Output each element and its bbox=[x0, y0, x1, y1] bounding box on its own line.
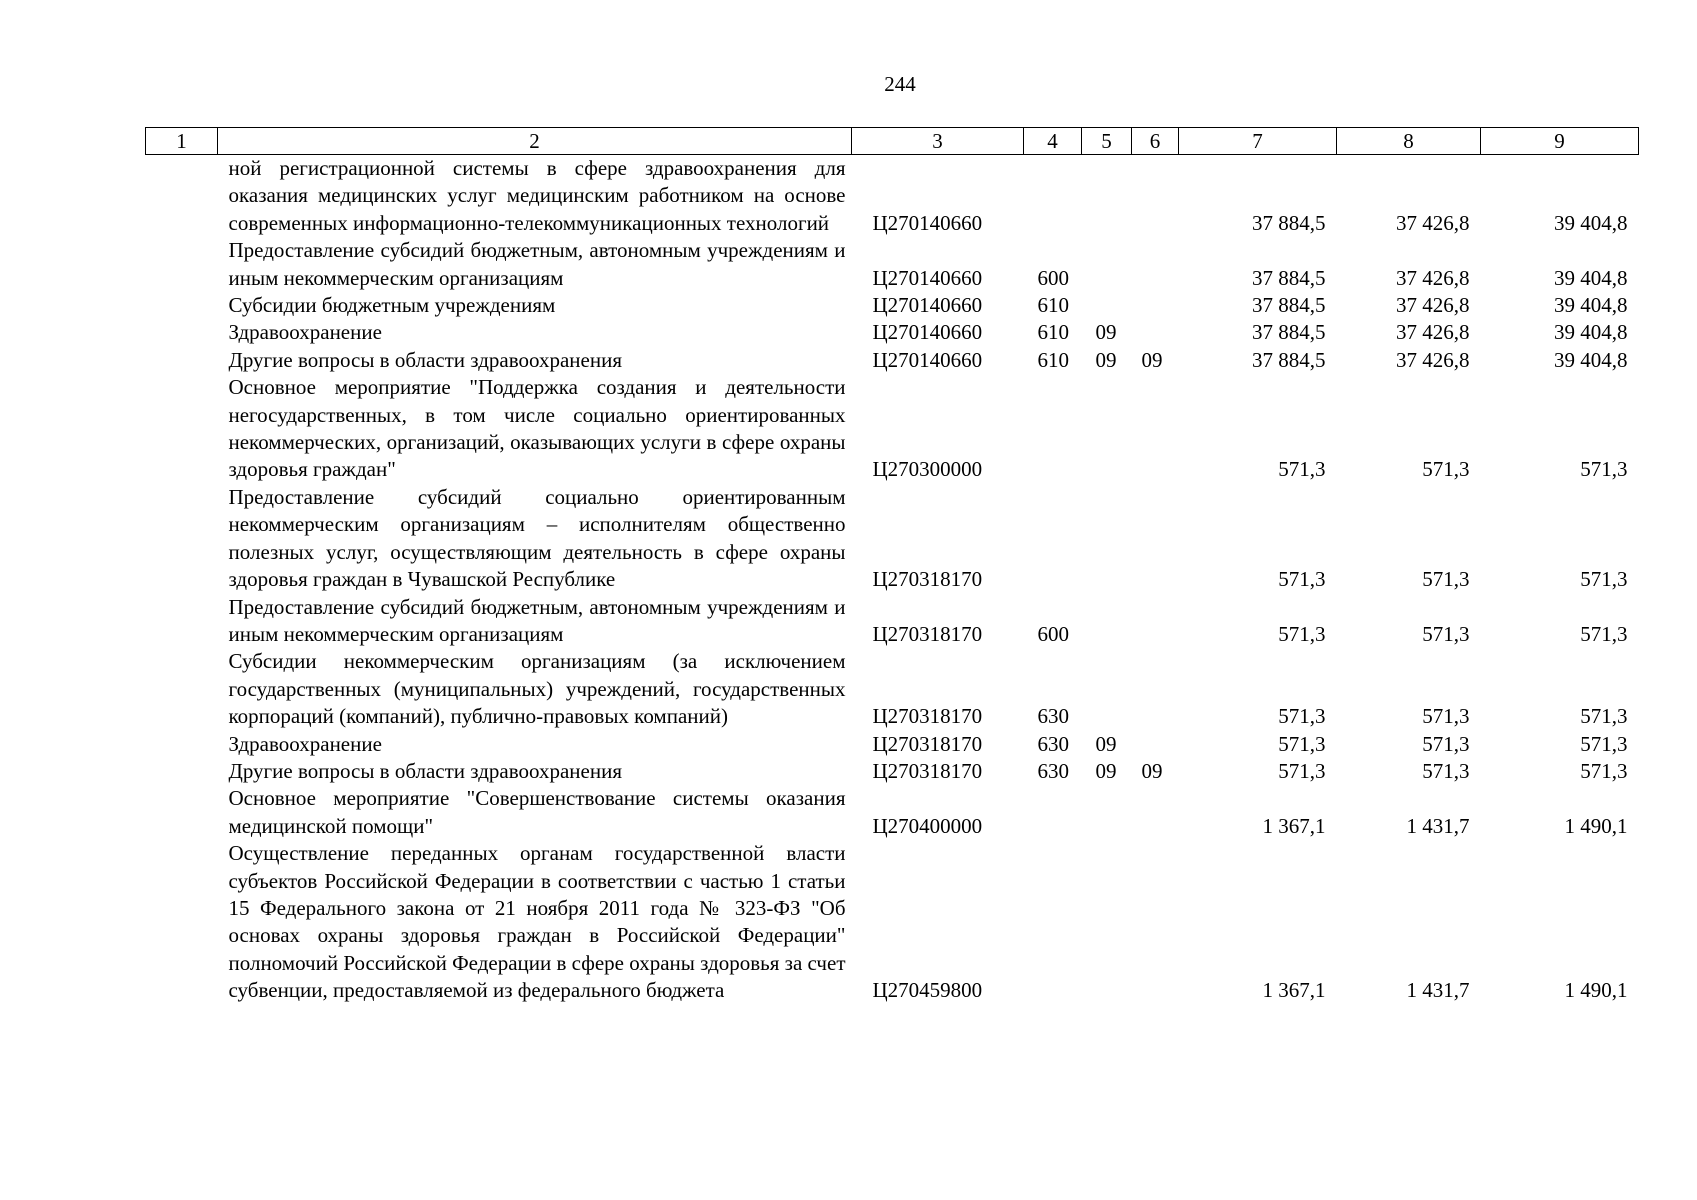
cell-name: ной регистрационной системы в сфере здравоохранения для оказания медицинских услуг медицинским работником на основе современных информационно-телекоммуникационных технологий bbox=[228, 156, 846, 235]
column-header-1: 1 bbox=[146, 128, 218, 155]
cell-name: Другие вопросы в области здравоохранения bbox=[228, 347, 622, 372]
cell-blank bbox=[146, 594, 218, 649]
cell-blank bbox=[146, 292, 218, 319]
cell-v7: 571,3 bbox=[1278, 731, 1326, 756]
cell-v9: 39 404,8 bbox=[1554, 347, 1628, 372]
cell-name: Здравоохранение bbox=[228, 320, 382, 345]
table-row bbox=[146, 758, 1639, 785]
column-header-6: 6 bbox=[1132, 128, 1179, 155]
cell-c5 bbox=[1082, 292, 1132, 319]
cell-c6: 09 bbox=[1141, 347, 1163, 372]
cell-v8: 571,3 bbox=[1422, 758, 1470, 783]
cell-name: Субсидии некоммерческим организациям (за исключением государственных (муниципальных) учреждений, государственных корпораций (компаний), публично-правовых компаний) bbox=[228, 649, 846, 729]
cell-c5: 09 bbox=[1095, 320, 1117, 345]
cell-v7: 571,3 bbox=[1278, 758, 1326, 783]
cell-c5 bbox=[1082, 840, 1132, 1004]
cell-c5: 09 bbox=[1095, 758, 1117, 783]
cell-c5 bbox=[1082, 374, 1132, 484]
cell-blank bbox=[146, 840, 218, 1004]
cell-name: Другие вопросы в области здравоохранения bbox=[228, 758, 622, 783]
cell-c4: 630 bbox=[1037, 704, 1069, 729]
column-header-8: 8 bbox=[1337, 128, 1481, 155]
cell-c6 bbox=[1132, 484, 1179, 594]
table-row bbox=[146, 840, 1639, 1004]
cell-v9: 571,3 bbox=[1580, 621, 1628, 646]
table-row bbox=[146, 374, 1639, 484]
cell-code: Ц270140660 bbox=[872, 320, 983, 345]
cell-c4 bbox=[1024, 155, 1082, 238]
cell-code: Ц270140660 bbox=[872, 293, 983, 318]
cell-blank bbox=[146, 731, 218, 758]
cell-c6 bbox=[1132, 594, 1179, 649]
cell-c6 bbox=[1132, 292, 1179, 319]
cell-v8: 571,3 bbox=[1422, 567, 1470, 592]
cell-blank bbox=[146, 758, 218, 785]
cell-c6 bbox=[1132, 785, 1179, 840]
cell-c6 bbox=[1132, 319, 1179, 346]
table-row bbox=[146, 319, 1639, 346]
cell-blank bbox=[146, 237, 218, 292]
cell-v9: 39 404,8 bbox=[1554, 293, 1628, 318]
cell-c6 bbox=[1132, 840, 1179, 1004]
cell-c4: 630 bbox=[1037, 758, 1069, 783]
cell-v8: 37 426,8 bbox=[1396, 210, 1470, 235]
table-row bbox=[146, 237, 1639, 292]
column-header-2: 2 bbox=[218, 128, 852, 155]
cell-v9: 571,3 bbox=[1580, 704, 1628, 729]
cell-c5 bbox=[1082, 155, 1132, 238]
cell-c6 bbox=[1132, 237, 1179, 292]
cell-v7: 37 884,5 bbox=[1252, 265, 1326, 290]
cell-v8: 37 426,8 bbox=[1396, 265, 1470, 290]
table-body bbox=[146, 155, 1639, 1005]
cell-name: Основное мероприятие "Совершенствование системы оказания медицинской помощи" bbox=[228, 786, 846, 838]
cell-c4: 610 bbox=[1037, 320, 1069, 345]
cell-code: Ц270318170 bbox=[872, 758, 983, 783]
cell-v8: 571,3 bbox=[1422, 457, 1470, 482]
cell-name: Основное мероприятие "Поддержка создания и деятельности негосударственных, в том числе социально ориентированных некоммерческих, организаций, оказывающих услуги в сфере охраны здоровья граждан" bbox=[228, 375, 846, 482]
cell-c6 bbox=[1132, 374, 1179, 484]
column-header-7: 7 bbox=[1179, 128, 1337, 155]
cell-c5 bbox=[1082, 484, 1132, 594]
cell-blank bbox=[146, 319, 218, 346]
cell-v8: 1 431,7 bbox=[1406, 978, 1470, 1003]
cell-c6 bbox=[1132, 731, 1179, 758]
column-header-4: 4 bbox=[1024, 128, 1082, 155]
cell-v9: 571,3 bbox=[1580, 758, 1628, 783]
cell-blank bbox=[146, 374, 218, 484]
cell-name: Предоставление субсидий бюджетным, автономным учреждениям и иным некоммерческим организациям bbox=[228, 238, 846, 290]
column-header-3: 3 bbox=[852, 128, 1024, 155]
cell-code: Ц270300000 bbox=[872, 457, 983, 482]
cell-c6 bbox=[1132, 648, 1179, 730]
cell-code: Ц270140660 bbox=[872, 347, 983, 372]
cell-blank bbox=[146, 155, 218, 238]
cell-c4: 610 bbox=[1037, 347, 1069, 372]
cell-v7: 1 367,1 bbox=[1262, 978, 1326, 1003]
cell-v8: 37 426,8 bbox=[1396, 347, 1470, 372]
cell-v8: 571,3 bbox=[1422, 621, 1470, 646]
cell-name: Предоставление субсидий бюджетным, автономным учреждениям и иным некоммерческим организациям bbox=[228, 594, 846, 646]
cell-c6 bbox=[1132, 155, 1179, 238]
table-row bbox=[146, 731, 1639, 758]
cell-blank bbox=[146, 785, 218, 840]
cell-v9: 571,3 bbox=[1580, 567, 1628, 592]
cell-code: Ц270318170 bbox=[872, 731, 983, 756]
column-header-9: 9 bbox=[1481, 128, 1639, 155]
table-row bbox=[146, 594, 1639, 649]
table-row bbox=[146, 347, 1639, 374]
header-row bbox=[146, 128, 1639, 155]
cell-v8: 37 426,8 bbox=[1396, 293, 1470, 318]
table-row bbox=[146, 785, 1639, 840]
cell-blank bbox=[146, 347, 218, 374]
cell-v8: 37 426,8 bbox=[1396, 320, 1470, 345]
cell-v7: 571,3 bbox=[1278, 457, 1326, 482]
cell-c5: 09 bbox=[1095, 347, 1117, 372]
table-row bbox=[146, 648, 1639, 730]
table-row bbox=[146, 292, 1639, 319]
cell-code: Ц270459800 bbox=[872, 978, 983, 1003]
cell-code: Ц270318170 bbox=[872, 567, 983, 592]
cell-v8: 1 431,7 bbox=[1406, 813, 1470, 838]
cell-c6: 09 bbox=[1141, 758, 1163, 783]
cell-c4 bbox=[1024, 484, 1082, 594]
cell-name: Осуществление переданных органам государственной власти субъектов Российской Федерации в соответствии с частью 1 статьи 15 Федерального закона от 21 ноября 2011 года № 323-ФЗ "Об основах охраны здоровья граждан в Российской Федерации" полномочий Российской Федерации в сфере охраны здоровья за счет субвенции, предоставляемой из федерального бюджета bbox=[228, 841, 846, 1003]
column-header-5: 5 bbox=[1082, 128, 1132, 155]
cell-c4: 600 bbox=[1037, 621, 1069, 646]
cell-v7: 37 884,5 bbox=[1252, 210, 1326, 235]
cell-v8: 571,3 bbox=[1422, 731, 1470, 756]
cell-v7: 1 367,1 bbox=[1262, 813, 1326, 838]
cell-v7: 37 884,5 bbox=[1252, 347, 1326, 372]
cell-v7: 571,3 bbox=[1278, 567, 1326, 592]
cell-v9: 571,3 bbox=[1580, 731, 1628, 756]
cell-c4 bbox=[1024, 785, 1082, 840]
cell-v7: 571,3 bbox=[1278, 621, 1326, 646]
cell-code: Ц270318170 bbox=[872, 704, 983, 729]
cell-v9: 1 490,1 bbox=[1564, 813, 1628, 838]
cell-v7: 571,3 bbox=[1278, 704, 1326, 729]
cell-name: Здравоохранение bbox=[228, 731, 382, 756]
page-number: 244 bbox=[884, 72, 916, 96]
cell-v9: 39 404,8 bbox=[1554, 265, 1628, 290]
table-header bbox=[146, 128, 1639, 155]
cell-c5: 09 bbox=[1095, 731, 1117, 756]
cell-v7: 37 884,5 bbox=[1252, 293, 1326, 318]
cell-c4: 610 bbox=[1037, 293, 1069, 318]
cell-c5 bbox=[1082, 594, 1132, 649]
cell-v9: 39 404,8 bbox=[1554, 210, 1628, 235]
cell-code: Ц270400000 bbox=[872, 813, 983, 838]
cell-blank bbox=[146, 484, 218, 594]
cell-c5 bbox=[1082, 648, 1132, 730]
cell-code: Ц270318170 bbox=[872, 621, 983, 646]
cell-v9: 1 490,1 bbox=[1564, 978, 1628, 1003]
cell-c5 bbox=[1082, 785, 1132, 840]
cell-name: Предоставление субсидий социально ориентированным некоммерческим организациям – исполнителям общественно полезных услуг, осуществляющим деятельность в сфере охраны здоровья граждан в Чувашской Республике bbox=[228, 484, 846, 592]
cell-blank bbox=[146, 648, 218, 730]
cell-name: Субсидии бюджетным учреждениям bbox=[228, 293, 556, 318]
table-row bbox=[146, 155, 1639, 238]
budget-table bbox=[145, 127, 1639, 1005]
cell-code: Ц270140660 bbox=[872, 210, 983, 235]
cell-c4: 630 bbox=[1037, 731, 1069, 756]
cell-c4: 600 bbox=[1037, 265, 1069, 290]
cell-v9: 39 404,8 bbox=[1554, 320, 1628, 345]
cell-v8: 571,3 bbox=[1422, 704, 1470, 729]
cell-c5 bbox=[1082, 237, 1132, 292]
cell-code: Ц270140660 bbox=[872, 265, 983, 290]
table-row bbox=[146, 484, 1639, 594]
cell-c4 bbox=[1024, 840, 1082, 1004]
cell-c4 bbox=[1024, 374, 1082, 484]
cell-v7: 37 884,5 bbox=[1252, 320, 1326, 345]
cell-v9: 571,3 bbox=[1580, 457, 1628, 482]
